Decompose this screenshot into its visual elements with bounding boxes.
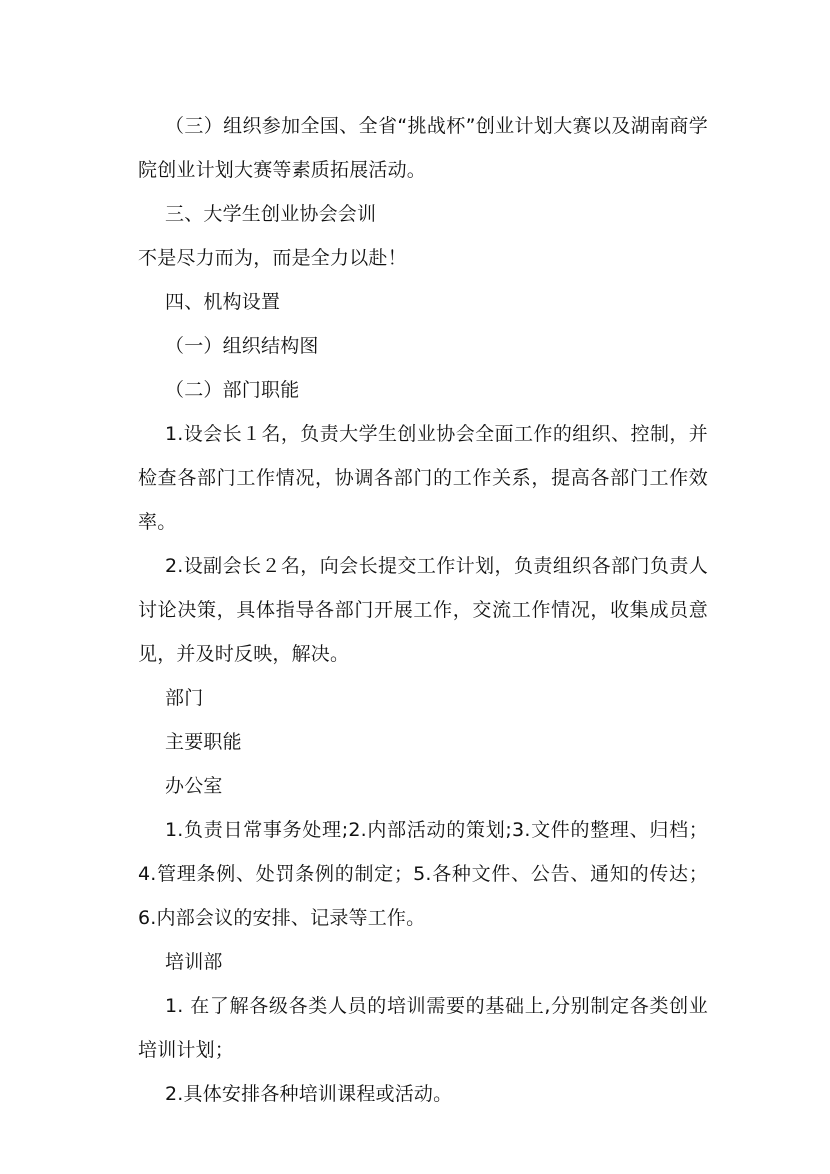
paragraph-motto: 不是尽力而为，而是全力以赴！ — [138, 247, 407, 269]
heading-association-motto: 三、大学生创业协会会训 — [165, 203, 377, 225]
label-department: 部门 — [165, 687, 204, 709]
label-office: 办公室 — [165, 775, 223, 797]
label-training-department: 培训部 — [165, 951, 223, 973]
paragraph-office-duties: 1.负责日常事务处理;2.内部活动的策划;3.文件的整理、归档；4.管理条例、处罚条例的制定；5.各种文件、公告、通知的传达；6.内部会议的安排、记录等工作。 — [138, 819, 708, 929]
subheading-department-functions: （二）部门职能 — [165, 379, 300, 401]
document-body — [138, 104, 708, 1116]
paragraph-competitions: （三）组织参加全国、全省“挑战杯”创业计划大赛以及湖南商学院创业计划大赛等素质拓展活动。 — [138, 115, 708, 181]
paragraph-training-duty-1: 1. 在了解各级各类人员的培训需要的基础上,分别制定各类创业培训计划； — [138, 995, 708, 1061]
heading-organization-setup: 四、机构设置 — [165, 291, 281, 313]
paragraph-president: 1.设会长１名，负责大学生创业协会全面工作的组织、控制，并检查各部门工作情况，协调各部门的工作关系，提高各部门工作效率。 — [138, 423, 708, 533]
paragraph-vice-president: 2.设副会长２名，向会长提交工作计划，负责组织各部门负责人讨论决策，具体指导各部门开展工作，交流工作情况，收集成员意见，并及时反映，解决。 — [138, 555, 708, 665]
paragraph-training-duty-2: 2.具体安排各种培训课程或活动。 — [165, 1083, 453, 1105]
subheading-structure-chart: （一）组织结构图 — [165, 335, 319, 357]
label-main-functions: 主要职能 — [165, 731, 242, 753]
